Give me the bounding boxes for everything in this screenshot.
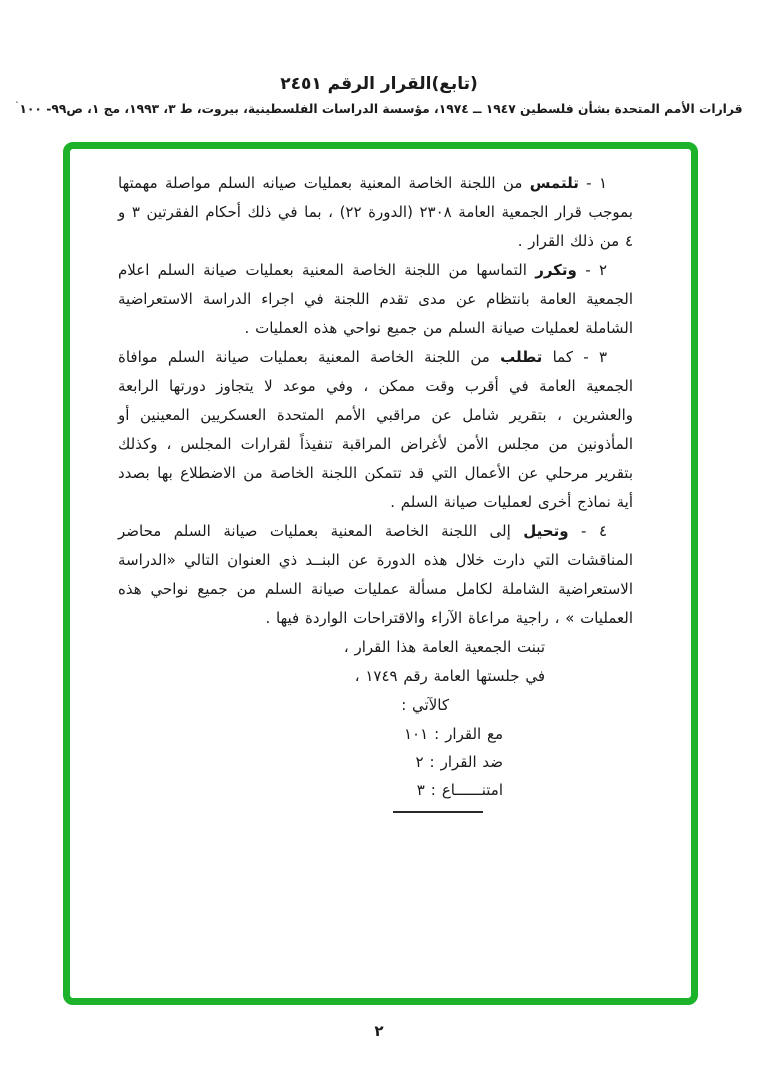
paragraph-text: إلى اللجنة الخاصة المعنية بعمليات صيانة السلم محاضر المناقشات التي دارت خلال هذه الدورة عن البنــد ذي العنوان التالي «الدراسة الاستعراضية الشاملة لكامل مسألة عمليات صيانة السلم من جميع نواحي هذه العمليات » ، راجية مراعاة الآراء والاقتراحات الواردة فيها . xyxy=(118,522,633,627)
vote-row-for xyxy=(118,720,503,748)
vote-results xyxy=(118,720,633,804)
vote-label: ضد القرار xyxy=(440,753,503,771)
paragraph-text: من اللجنة الخاصة المعنية بعمليات صيانه السلم مواصلة مهمتها بموجب قرار الجمعية العامة ٢٣٠٨ (الدورة ٢٢) ، بما في ذلك أحكام الفقرتين ٣ و ٤ من ذلك القرار . xyxy=(118,174,633,250)
vote-separator: : xyxy=(434,725,440,743)
vote-value: ٣ xyxy=(416,781,425,799)
adoption-line-3: كالآتي : xyxy=(401,696,449,714)
vote-label: امتنــــــاع xyxy=(441,781,503,799)
adoption-line-2: في جلستها العامة رقم ١٧٤٩ ، xyxy=(354,667,545,685)
paragraph-4 xyxy=(118,517,633,633)
paragraph-text: ٤ - xyxy=(568,522,607,540)
resolution-title: (تابع)القرار الرقم ٢٤٥١ xyxy=(280,74,478,94)
page-header xyxy=(0,74,758,116)
source-citation-text: قرارات الأمم المتحدة بشأن فلسطين ١٩٤٧ ــ ١٩٧٤، مؤسسة الدراسات الفلسطينية، بيروت، ط ٣، ١٩٩٣، مج ١، ص٩٩- ١٠٠ xyxy=(19,102,743,117)
paragraph-3 xyxy=(118,343,633,517)
source-citation-line xyxy=(0,101,758,116)
vote-row-abstain xyxy=(118,776,503,804)
paragraph-text: ١ - xyxy=(578,174,607,192)
adoption-line-1: تبنت الجمعية العامة هذا القرار ، xyxy=(343,638,545,656)
vote-separator: : xyxy=(430,781,436,799)
end-divider-rule xyxy=(393,811,483,813)
paragraph-text: ٣ - كما xyxy=(542,348,607,366)
resolution-body xyxy=(118,169,633,813)
paragraph-text: من اللجنة الخاصة المعنية بعمليات صيانة السلم موافاة الجمعية العامة في أقرب وقت ممكن ، وفي موعد لا يتجاوز دورتها الرابعة والعشرين ، بتقرير شامل عن مراقبي الأمم المتحدة العسكريين المعينين أو المأذونين من مجلس الأمن لأغراض المراقبة تنفيذاً لقرارات المجلس ، وكذلك بتقرير مرحلي عن الأعمال التي قد تتمكن اللجنة الخاصة من الاضطلاع بها بصدد أية نماذج أخرى لعمليات صيانة السلم . xyxy=(118,348,633,511)
operative-word: وتحيل xyxy=(523,522,569,540)
paragraph-2 xyxy=(118,256,633,343)
operative-word: تلتمس xyxy=(529,174,579,192)
annotation-highlight-box xyxy=(63,142,698,1005)
operative-word: وتكرر xyxy=(535,261,577,279)
operative-word: تطلب xyxy=(500,348,543,366)
paragraph-text: ٢ - xyxy=(576,261,607,279)
vote-separator: : xyxy=(429,753,435,771)
citation-footnote-mark: ` xyxy=(15,101,20,110)
vote-value: ٢ xyxy=(415,753,424,771)
paragraph-text: التماسها من اللجنة الخاصة المعنية بعمليات صيانة السلم اعلام الجمعية العامة بانتظام عن مدى تقدم اللجنة في اجراء الدراسة الاستعراضية الشاملة لعمليات صيانة السلم من جميع نواحي هذه العمليات . xyxy=(118,261,633,337)
vote-value: ١٠١ xyxy=(403,725,429,743)
vote-row-against xyxy=(118,748,503,776)
paragraph-1 xyxy=(118,169,633,256)
adoption-statement xyxy=(118,633,633,720)
vote-label: مع القرار xyxy=(445,725,503,743)
resolution-paragraphs xyxy=(118,169,633,633)
page-number: ٢ xyxy=(374,1022,384,1040)
